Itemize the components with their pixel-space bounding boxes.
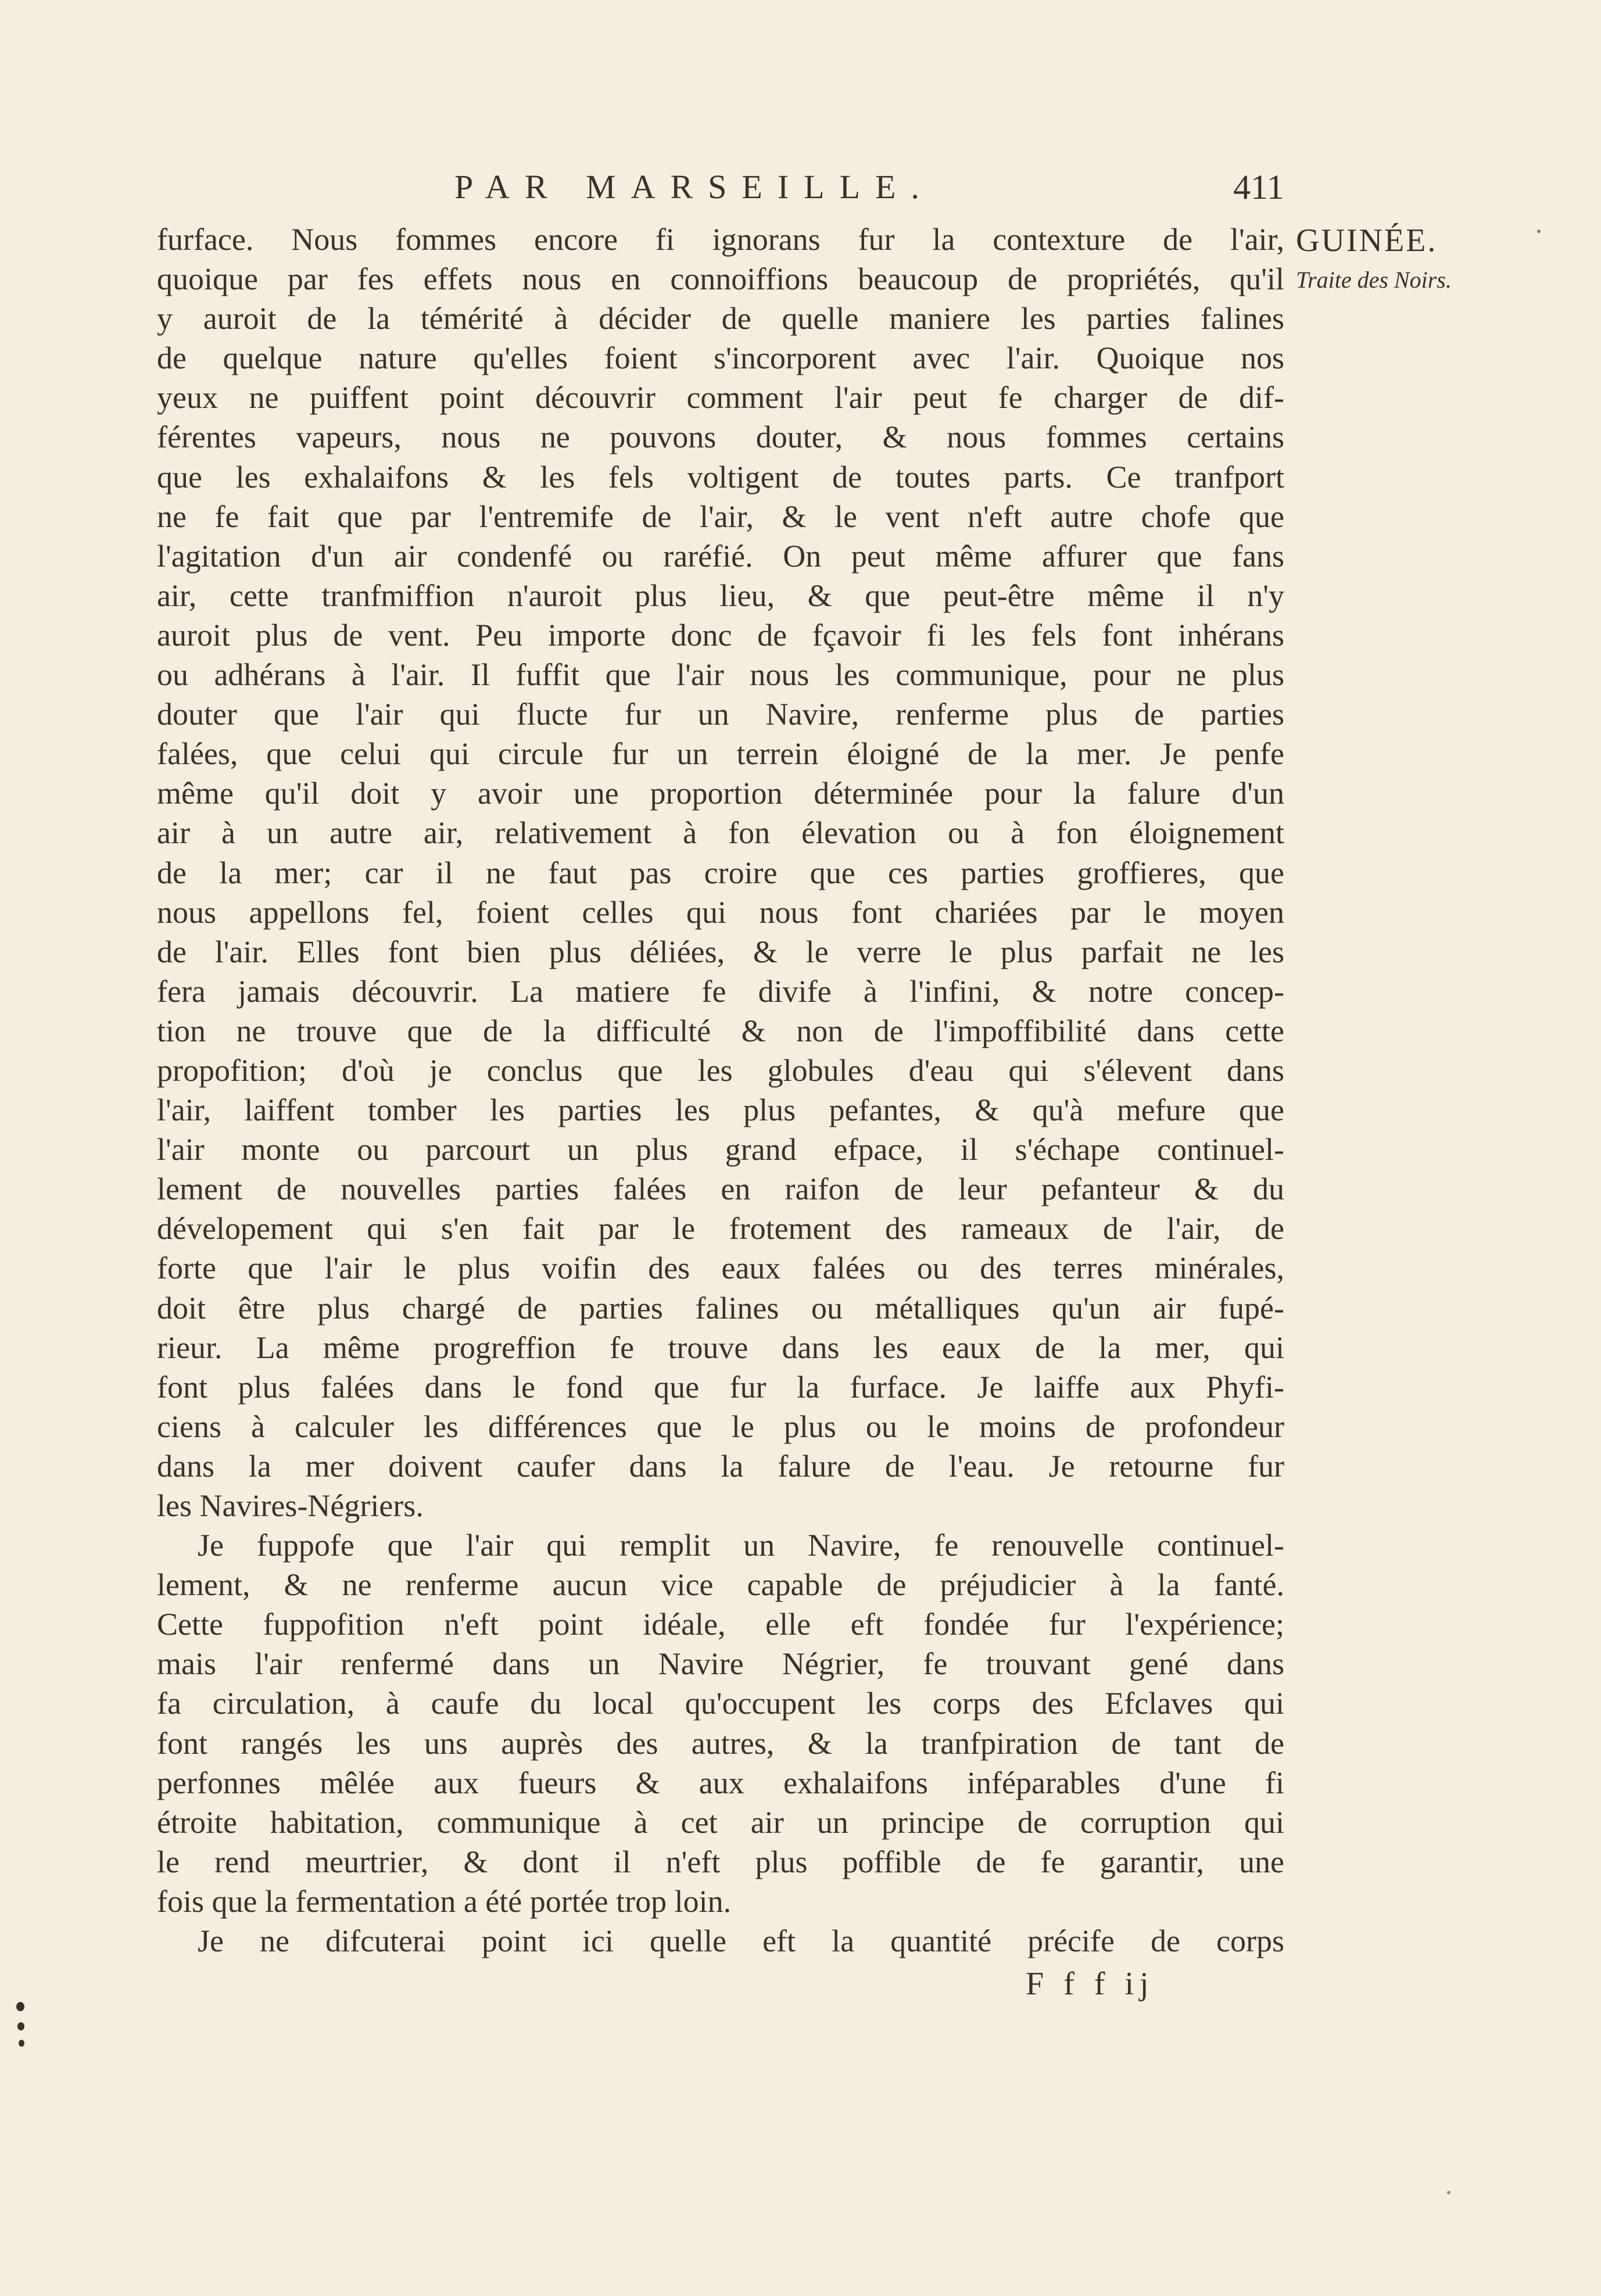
- text-line: quoique par fes effets nous en connoiffions beaucoup de propriétés, qu'il: [157, 262, 1284, 297]
- text-line: même qu'il doit y avoir une proportion déterminée pour la falure d'un: [157, 776, 1284, 811]
- text-line: dans la mer doivent caufer dans la falure de l'eau. Je retourne fur: [157, 1448, 1284, 1484]
- text-line: perfonnes mêlée aux fueurs & aux exhalaifons inféparables d'une fi: [157, 1765, 1284, 1800]
- text-line: dévelopement qui s'en fait par le frotement des rameaux de l'air, de: [157, 1211, 1284, 1246]
- text-line: propofition; d'où je conclus que les globules d'eau qui s'élevent dans: [157, 1052, 1284, 1088]
- text-line: lement de nouvelles parties falées en raifon de leur pefanteur & du: [157, 1172, 1284, 1207]
- text-line: de quelque nature qu'elles foient s'incorporent avec l'air. Quoique nos: [157, 341, 1284, 376]
- text-line: le rend meurtrier, & dont il n'eft plus poffible de fe garantir, une: [157, 1844, 1284, 1879]
- running-head: [157, 164, 1290, 210]
- ink-speck: [17, 2022, 24, 2030]
- text-line: douter que l'air qui flucte fur un Navire, renferme plus de parties: [157, 697, 1284, 732]
- text-line: de l'air. Elles font bien plus déliées, & le verre le plus parfait ne les: [157, 934, 1284, 969]
- text-line: fera jamais découvrir. La matiere fe divife à l'infini, & notre concep-: [157, 973, 1284, 1009]
- running-title: PAR MARSEILLE.: [454, 168, 934, 206]
- margin-note-subject: Traite des Noirs.: [1296, 267, 1452, 293]
- text-line: rieur. La même progreffion fe trouve dans les eaux de la mer, qui: [157, 1330, 1284, 1365]
- text-line: de la mer; car il ne faut pas croire que ces parties groffieres, que: [157, 855, 1284, 890]
- page-number: 411: [1233, 168, 1284, 206]
- text-line: fa circulation, à caufe du local qu'occupent les corps des Efclaves qui: [157, 1686, 1284, 1721]
- text-line: mais l'air renfermé dans un Navire Négrier, fe trouvant gené dans: [157, 1646, 1284, 1682]
- text-line: Cette fuppofition n'eft point idéale, elle eft fondée fur l'expérience;: [157, 1607, 1284, 1642]
- text-line: yeux ne puiffent point découvrir comment l'air peut fe charger de dif-: [157, 380, 1284, 415]
- signature-mark: F f f ij: [1026, 1966, 1155, 2002]
- text-line-paragraph-end: les Navires-Négriers.: [157, 1488, 424, 1523]
- text-line: font plus falées dans le fond que fur la furface. Je laiffe aux Phyfi-: [157, 1369, 1284, 1405]
- ink-speck: [1537, 230, 1541, 233]
- ink-speck: [16, 2002, 24, 2011]
- text-line: doit être plus chargé de parties falines ou métalliques qu'un air fupé-: [157, 1290, 1284, 1326]
- text-line-paragraph-start: Je ne difcuterai point ici quelle eft la quantité précife de corps: [198, 1924, 1284, 1959]
- text-line: étroite habitation, communique à cet air un principe de corruption qui: [157, 1804, 1284, 1840]
- text-line: ne fe fait que par l'entremife de l'air, & le vent n'eft autre chofe que: [157, 499, 1284, 534]
- text-line: que les exhalaifons & les fels voltigent de toutes parts. Ce tranfport: [157, 459, 1284, 495]
- text-line-paragraph-start: Je fuppofe que l'air qui remplit un Navire, fe renouvelle continuel-: [198, 1528, 1284, 1563]
- text-line: forte que l'air le plus voifin des eaux falées ou des terres minérales,: [157, 1251, 1284, 1286]
- text-line: nous appellons fel, foient celles qui nous font chariées par le moyen: [157, 894, 1284, 930]
- text-line: ou adhérans à l'air. Il fuffit que l'air nous les communique, pour ne plus: [157, 657, 1284, 693]
- text-line: tion ne trouve que de la difficulté & non de l'impoffibilité dans cette: [157, 1013, 1284, 1048]
- text-line: falées, que celui qui circule fur un terrein éloigné de la mer. Je penfe: [157, 736, 1284, 772]
- ink-speck: [19, 2040, 24, 2047]
- text-line: lement, & ne renferme aucun vice capable de préjudicier à la fanté.: [157, 1567, 1284, 1603]
- text-line: font rangés les uns auprès des autres, & la tranfpiration de tant de: [157, 1725, 1284, 1761]
- text-line: air, cette tranfmiffion n'auroit plus lieu, & que peut-être même il n'y: [157, 578, 1284, 613]
- margin-note-region: GUINÉE.: [1296, 223, 1438, 259]
- text-line: férentes vapeurs, nous ne pouvons douter, & nous fommes certains: [157, 420, 1284, 455]
- text-line: l'air, laiffent tomber les parties les plus pefantes, & qu'à mefure que: [157, 1093, 1284, 1128]
- text-line-paragraph-end: fois que la fermentation a été portée trop loin.: [157, 1883, 732, 1919]
- ink-speck: [1447, 2191, 1450, 2194]
- text-line: ciens à calculer les différences que le plus ou le moins de profondeur: [157, 1409, 1284, 1444]
- text-line: auroit plus de vent. Peu importe donc de fçavoir fi les fels font inhérans: [157, 617, 1284, 653]
- text-line: l'air monte ou parcourt un plus grand efpace, il s'échape continuel-: [157, 1132, 1284, 1167]
- text-line: y auroit de la témérité à décider de quelle maniere les parties falines: [157, 301, 1284, 336]
- text-line: air à un autre air, relativement à fon élevation ou à fon éloignement: [157, 815, 1284, 851]
- text-line: l'agitation d'un air condenfé ou raréfié. On peut même affurer que fans: [157, 538, 1284, 574]
- body-text: [157, 220, 1284, 1961]
- text-line: furface. Nous fommes encore fi ignorans fur la contexture de l'air,: [157, 222, 1284, 257]
